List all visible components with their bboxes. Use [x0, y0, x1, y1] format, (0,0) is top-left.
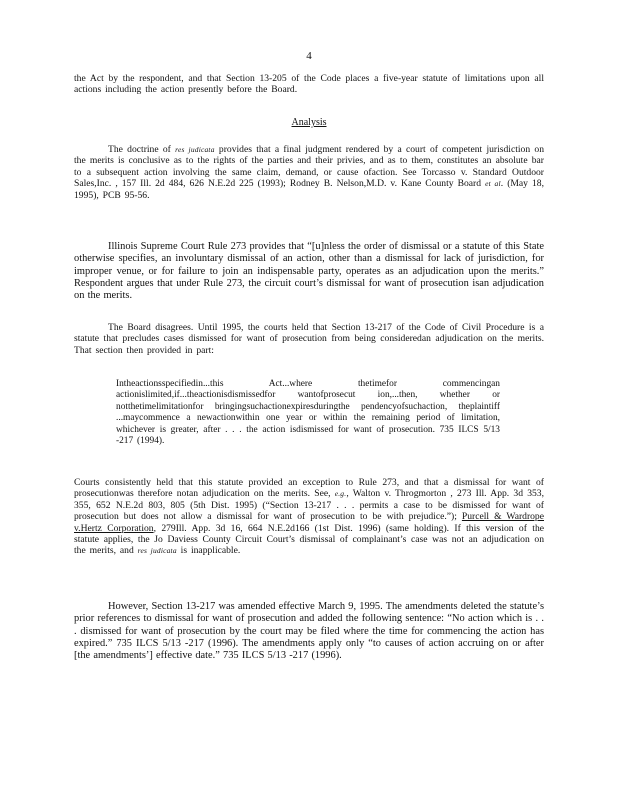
courts-held-paragraph: [74, 477, 544, 557]
board-disagrees-paragraph: The Board disagrees. Until 1995, the courts held that Section 13-217 of the Code of Civil Procedure is a statute that precludes cases dismissed for want of prosecution from being consideredan adjudication on the merits. That section then provided in part:: [74, 322, 544, 356]
text-run: , Walton v. Throgmorton , 273 Ill. App. 3d 353, 355, 652 N.E.2d 803, 805 (5th Dist. 1995) (“Section 13-217 . . . permits a case to be dismissed for want of prosecution but does not allow a dismissal for want of prosecution to be with prejudice.”);: [74, 488, 544, 523]
statute-block-quote: Intheactionsspecifiedin...this Act...where thetimefor commencingan actionislimited,if...theactionisdismissedfor wantofprosecut ion,...then, whether or notthetimelimitationfor bringingsuchactionexpiresduringthe pendencyofsuchaction, theplaintiff ...maycommence a newactionwithin one year or within the remaining period of limitation, whichever is greater, after . . . the action isdismissed for want of prosecution. 735 ILCS 5/13 -217 (1994).: [116, 379, 500, 447]
italic-term: et al: [485, 179, 501, 189]
italic-term: res judicata: [175, 145, 215, 154]
amendment-paragraph: However, Section 13-217 was amended effective March 9, 1995. The amendments deleted the statute’s prior references to dismissal for want of prosecution and added the following sentence: “No action which is . . . dismissed for want of prosecution by the court may be filed where the time for commencing the action has expired.” 735 ILCS 5/13 -217 (1996). The amendments apply only “to causes of action accruing on or after [the amendments’] effective date.” 735 ILCS 5/13 -217 (1996).: [74, 601, 544, 662]
section-heading: Analysis: [291, 117, 327, 128]
page-number: 4: [306, 50, 312, 62]
text-run: The doctrine of: [108, 144, 171, 155]
text-run: is inapplicable.: [180, 545, 241, 557]
case-citation: Purcell & Wardrope v.Hertz Corporation: [74, 511, 544, 534]
text-run: , 279Ill. App. 3d 16, 664 N.E.2d166 (1st Dist. 1996) (same holding). If this version of the statute applies, the Jo Daviess County Circuit Court’s dismissal of complainant’s case was not an adjudication on the merits, and: [74, 522, 544, 557]
res-judicata-paragraph: [74, 144, 544, 201]
text-run: Courts consistently held that this statute provided an exception to Rule 273, and that a dismissal for want of prosecutionwas therefore notan adjudication on the merits. See,: [74, 477, 544, 500]
rule-273-paragraph: Illinois Supreme Court Rule 273 provides that “[u]nless the order of dismissal or a statute of this State otherwise specifies, an involuntary dismissal of an action, other than a dismissal for lack of jurisdiction, for improper venue, or for failure to join an indispensable party, operates as an adjudication upon the merits.” Respondent argues that under Rule 273, the circuit court’s dismissal for want of prosecution isan adjudication on the merits.: [74, 241, 544, 302]
text-run: provides that a final judgment rendered by a court of competent jurisdiction on the merits is conclusive as to the rights of the parties and their privies, and as to them, constitutes an absolute bar to a subsequent action involving the same claim, demand, or cause ofaction. See Torcasso v. Standard Outdoor Sales,Inc. , 157 Ill. 2d 484, 626 N.E.2d 225 (1993); Rodney B. Nelson,M.D. v. Kane County Board: [74, 144, 545, 190]
text-run: . (May 18, 1995), PCB 95-56.: [74, 178, 544, 201]
italic-term: e.g.: [334, 489, 347, 499]
opening-paragraph: the Act by the respondent, and that Section 13-205 of the Code places a five-year statute of limitations upon all actions including the action presently before the Board.: [74, 73, 544, 96]
italic-term: res judicata: [137, 546, 177, 556]
